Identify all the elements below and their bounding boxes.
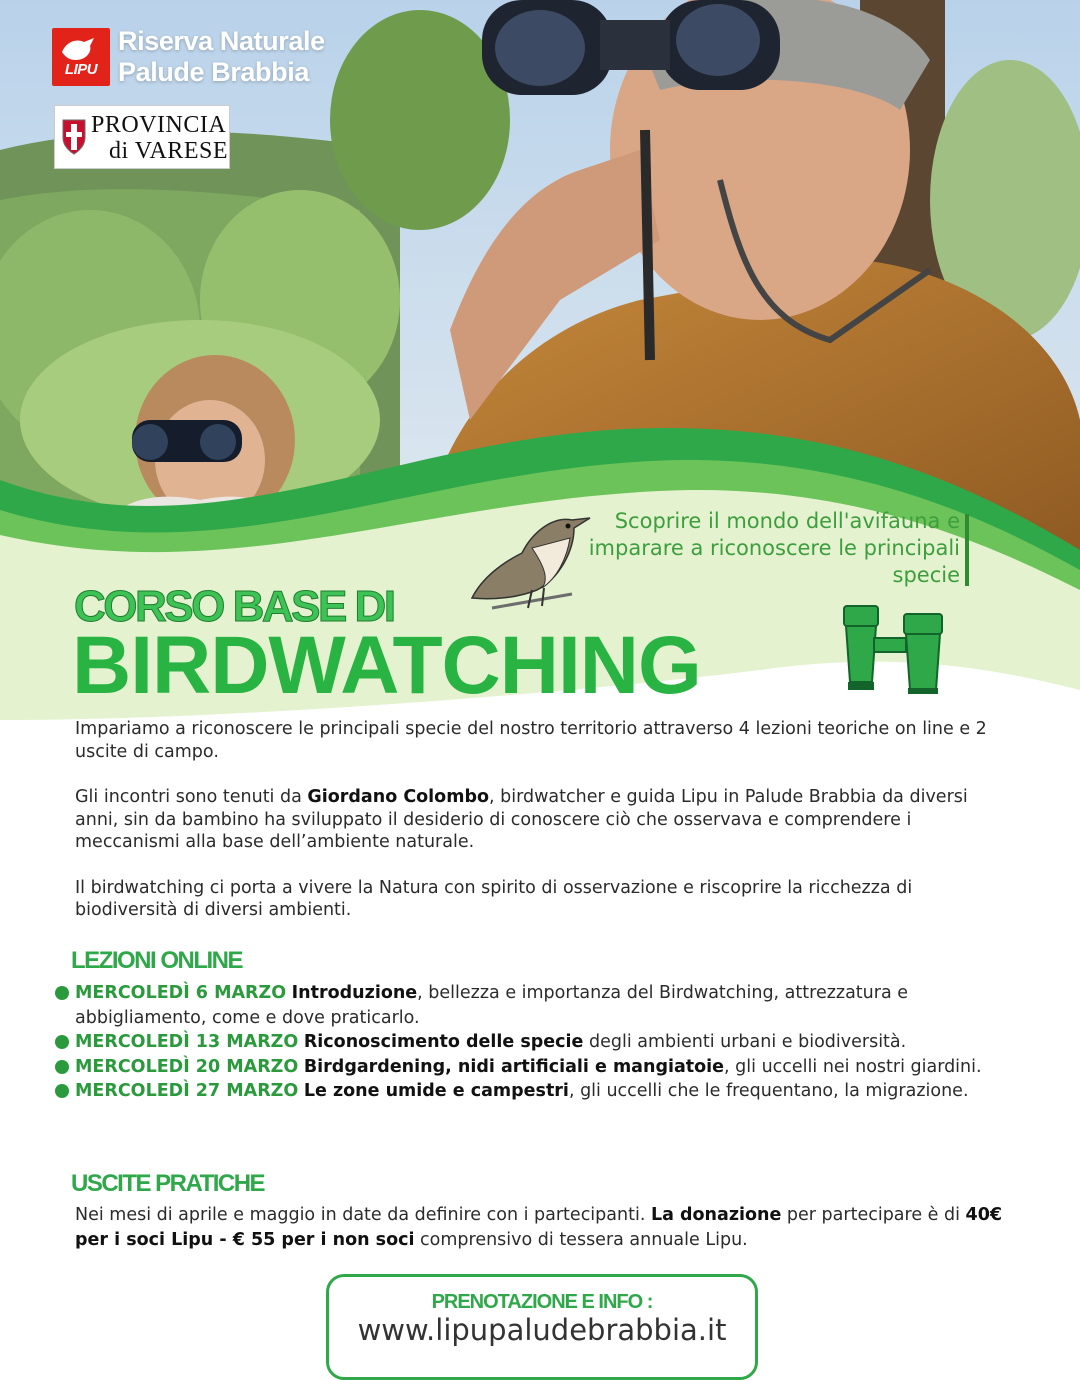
- lipu-logo-text: LIPU: [64, 61, 98, 78]
- lessons-list: [55, 981, 1015, 1104]
- intro-paragraph-1: Impariamo a riconoscere le principali specie del nostro territorio attraverso 4 lezioni teoriche on line e 2 uscite di campo.: [75, 719, 987, 762]
- course-title-big: BIRDWATCHING: [72, 620, 701, 711]
- bird-icon: [58, 34, 104, 64]
- lesson-date: MERCOLEDÌ 6 MARZO: [75, 983, 287, 1003]
- instructor-name: Giordano Colombo: [307, 787, 489, 807]
- lesson-description: degli ambienti urbani e biodiversità.: [583, 1032, 907, 1052]
- donation-label: La donazione: [650, 1205, 782, 1225]
- booking-title: PRENOTAZIONE E INFO :: [431, 1291, 653, 1313]
- field-trips-title: USCITE PRATICHE: [71, 1170, 265, 1197]
- bullet-icon: [55, 1060, 69, 1074]
- intro-paragraph-3: Il birdwatching ci porta a vivere la Natura con spirito di osservazione e riscoprire la ricchezza di biodiversità di diversi ambienti.: [75, 877, 913, 920]
- lesson-item: [55, 981, 1015, 1030]
- lesson-description: , bellezza e importanza del Birdwatching, attrezzatura e abbigliamento, come e dove praticarlo.: [75, 983, 909, 1028]
- provincia-line1: PROVINCIA: [91, 112, 227, 138]
- reserve-name: [118, 26, 325, 88]
- intro-paragraph-2: Gli incontri sono tenuti da Giordano Colombo, birdwatcher e guida Lipu in Palude Brabbia da diversi anni, sin da bambino ha sviluppato il desiderio di conoscere ciò che osservava e comprendere i meccanismi alla base dell’ambiente naturale.: [75, 787, 968, 852]
- reserve-name-line2: Palude Brabbia: [118, 57, 309, 87]
- lesson-item: [55, 1055, 1015, 1080]
- provincia-varese-logo: [54, 105, 230, 169]
- price-info: 40€ per i soci Lipu - € 55 per i non soci: [75, 1205, 1003, 1250]
- lesson-item: [55, 1079, 1015, 1104]
- binoculars-icon: [838, 600, 950, 696]
- lesson-date: MERCOLEDÌ 13 MARZO: [75, 1032, 299, 1052]
- intro-text: [75, 718, 1010, 945]
- bullet-icon: [55, 1084, 69, 1098]
- tagline: Scoprire il mondo dell'avifauna e imparare a riconoscere le principali specie: [588, 509, 960, 587]
- bullet-icon: [55, 1035, 69, 1049]
- lesson-topic: Riconoscimento delle specie: [303, 1032, 584, 1052]
- lesson-date: MERCOLEDÌ 27 MARZO: [75, 1081, 299, 1101]
- tagline-divider: [965, 514, 969, 586]
- lipu-logo: [52, 28, 110, 86]
- course-title-small: CORSO BASE DI: [74, 582, 394, 631]
- lesson-item: [55, 1030, 1015, 1055]
- bullet-icon: [55, 986, 69, 1000]
- website-link[interactable]: www.lipupaludebrabbia.it: [357, 1313, 727, 1347]
- lesson-topic: Birdgardening, nidi artificiali e mangiatoie: [303, 1056, 725, 1077]
- lesson-description: , gli uccelli nei nostri giardini.: [724, 1056, 982, 1077]
- provincia-line2: di VARESE: [109, 138, 228, 164]
- reserve-name-line1: Riserva Naturale: [118, 26, 325, 56]
- crest-icon: [61, 116, 87, 156]
- booking-box: [326, 1274, 758, 1380]
- lesson-topic: Le zone umide e campestri: [303, 1081, 569, 1101]
- lesson-date: MERCOLEDÌ 20 MARZO: [75, 1056, 299, 1077]
- field-trips-text: Nei mesi di aprile e maggio in date da definire con i partecipanti. La donazione per partecipare è di 40€ per i soci Lipu - € 55 per i non soci comprensivo di tessera annuale Lipu.: [75, 1205, 1003, 1250]
- lesson-description: , gli uccelli che le frequentano, la migrazione.: [568, 1081, 969, 1101]
- lesson-topic: Introduzione: [291, 983, 418, 1003]
- online-lessons-title: LEZIONI ONLINE: [71, 947, 242, 974]
